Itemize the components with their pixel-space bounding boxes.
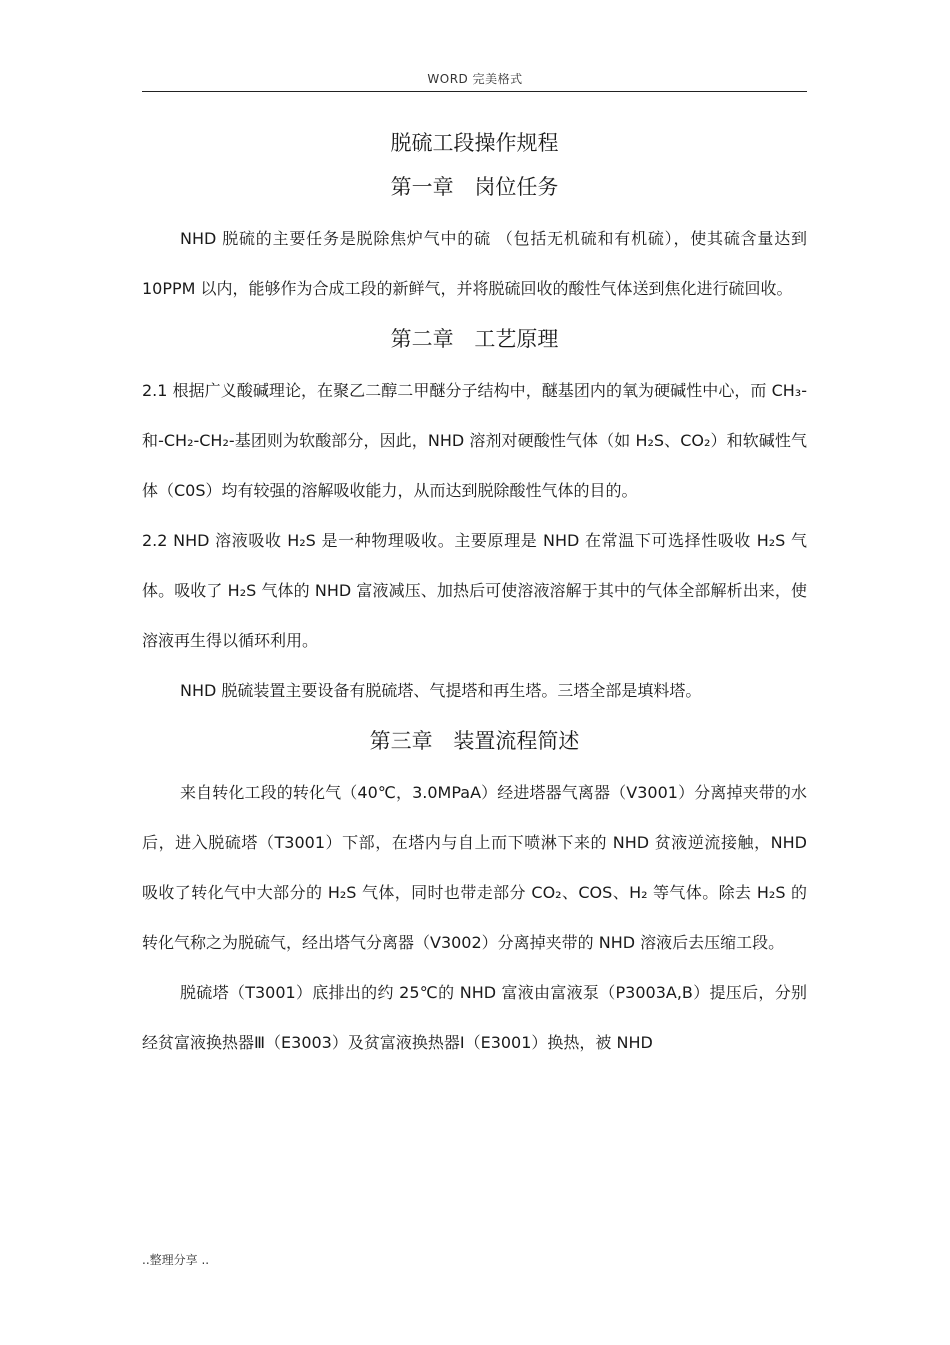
section-2-2-paragraph: 2.2 NHD 溶液吸收 H₂S 是一种物理吸收。主要原理是 NHD 在常温下可选择性吸收 H₂S 气体。吸收了 H₂S 气体的 NHD 富液减压、加热后可使溶液溶解于其中的气体全部解析出来，使溶液再生得以循环利用。 (142, 531, 807, 650)
page-footer: ..整理分享 .. (142, 1253, 210, 1267)
process-paragraph-1: 来自转化工段的转化气（40℃，3.0MPaA）经进塔器气离器（V3001）分离掉夹带的水后，进入脱硫塔（T3001）下部，在塔内与自上而下喷淋下来的 NHD 贫液逆流接触，NHD 吸收了转化气中大部分的 H₂S 气体，同时也带走部分 CO₂、COS、H₂ 等气体。除去 H₂S 的转化气称之为脱硫气，经出塔气分离器（V3002）分离掉夹带的 NHD 溶液后去压缩工段。 (142, 783, 807, 952)
chapter-3-heading: 第三章 装置流程简述 (369, 729, 580, 753)
equipment-paragraph: NHD 脱硫装置主要设备有脱硫塔、气提塔和再生塔。三塔全部是填料塔。 (180, 681, 702, 700)
process-paragraph-2: 脱硫塔（T3001）底排出的约 25℃的 NHD 富液由富液泵（P3003A,B）提压后，分别经贫富液换热器Ⅲ（E3003）及贫富液换热器Ⅰ（E3001）换热，被 NHD (142, 983, 807, 1052)
document-title: 脱硫工段操作规程 (390, 131, 559, 155)
section-2-1-paragraph: 2.1 根据广义酸碱理论，在聚乙二醇二甲醚分子结构中，醚基团内的氧为硬碱性中心，而 CH₃-和-CH₂-CH₂-基团则为软酸部分，因此，NHD 溶剂对硬酸性气体（如 H₂S、CO₂）和软碱性气体（C0S）均有较强的溶解吸收能力，从而达到脱除酸性气体的目的。 (142, 381, 807, 500)
chapter-1-heading: 第一章 岗位任务 (390, 175, 559, 199)
document-body (142, 124, 807, 1068)
header-divider (142, 91, 807, 92)
chapter-1-paragraph: NHD 脱硫的主要任务是脱除焦炉气中的硫 （包括无机硫和有机硫），使其硫含量达到 10PPM 以内，能够作为合成工段的新鲜气，并将脱硫回收的酸性气体送到焦化进行硫回收。 (142, 229, 807, 298)
chapter-2-heading: 第二章 工艺原理 (390, 327, 559, 351)
page-header: WORD 完美格式 (427, 72, 523, 86)
